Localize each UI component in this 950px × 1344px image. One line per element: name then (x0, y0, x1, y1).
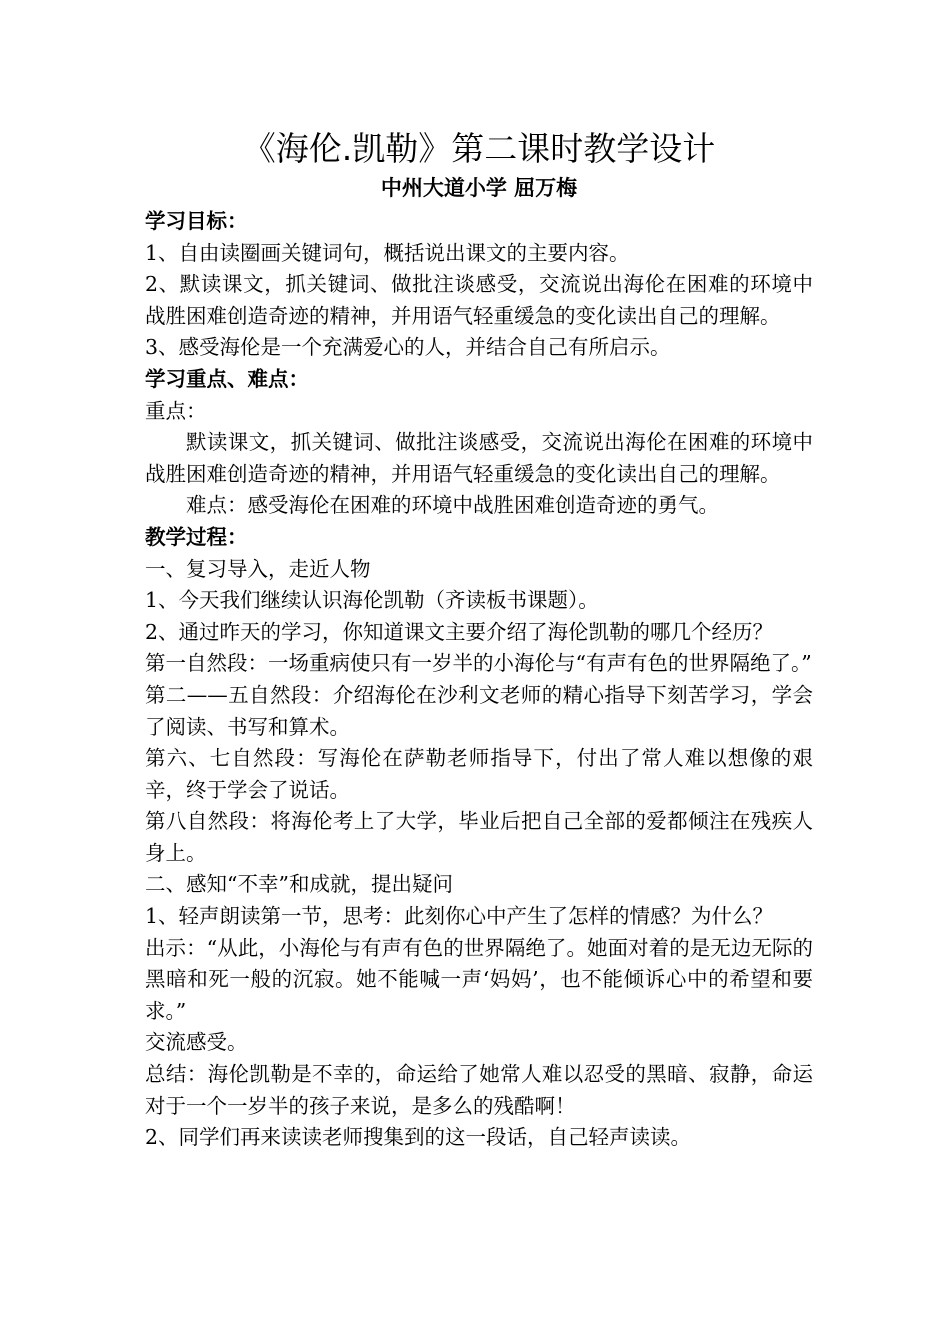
author-line: 中州大道小学 屈万梅 (380, 176, 578, 200)
process-item: 2、同学们再来读读老师搜集到的这一段话，自己轻声读读。 (145, 1125, 692, 1150)
objective-1: 1、自由读圈画关键词句，概括说出课文的主要内容。 (145, 240, 630, 265)
key-point-label: 重点： (145, 398, 207, 423)
process-step-1-title: 一、复习导入，走近人物 (145, 556, 371, 581)
objective-2: 2、默读课文，抓关键词、做批注谈感受，交流说出海伦在困难的环境中战胜困难创造奇迹的精神，并用语气轻重缓急的变化读出自己的理解。 (145, 272, 813, 328)
section-heading-objectives: 学习目标： (145, 209, 248, 233)
difficult-point-text: 难点：感受海伦在困难的环境中战胜困难创造奇迹的勇气。 (186, 493, 719, 518)
paragraph-summary: 第六、七自然段：写海伦在萨勒老师指导下，付出了常人难以想像的艰辛，终于学会了说话。 (145, 746, 813, 802)
paragraph-summary: 第二——五自然段：介绍海伦在沙利文老师的精心指导下刻苦学习，学会了阅读、书写和算术。 (145, 682, 813, 739)
document-title: 《海伦.凯勒》第二课时教学设计 (242, 129, 716, 168)
section-heading-key-points: 学习重点、难点： (145, 366, 309, 391)
section-heading-process: 教学过程： (145, 524, 248, 549)
document-page (145, 126, 813, 1154)
process-item: 1、今天我们继续认识海伦凯勒（齐读板书课题）。 (145, 588, 599, 613)
key-point-text: 默读课文，抓关键词、做批注谈感受，交流说出海伦在困难的环境中战胜困难创造奇迹的精神，并用语气轻重缓急的变化读出自己的理解。 (145, 430, 813, 486)
objective-3: 3、感受海伦是一个充满爱心的人，并结合自己有所启示。 (145, 335, 671, 360)
quoted-passage: 出示：“从此，小海伦与有声有色的世界隔绝了。她面对着的是无边无际的黑暗和死一般的沉寂。她不能喊一声‘妈妈’，也不能倾诉心中的希望和要求。” (145, 935, 813, 1023)
summary-text: 总结：海伦凯勒是不幸的，命运给了她常人难以忍受的黑暗、寂静，命运对于一个一岁半的孩子来说，是多么的残酷啊！ (145, 1062, 813, 1118)
paragraph-summary: 第一自然段：一场重病使只有一岁半的小海伦与“有声有色的世界隔绝了。” (145, 651, 812, 676)
process-item: 交流感受。 (145, 1030, 248, 1055)
process-step-2-title: 二、感知“不幸”和成就，提出疑问 (145, 872, 453, 897)
process-item: 1、轻声朗读第一节，思考：此刻你心中产生了怎样的情感？为什么？ (145, 904, 774, 929)
paragraph-summary: 第八自然段：将海伦考上了大学，毕业后把自己全部的爱都倾注在残疾人身上。 (145, 809, 813, 865)
process-item: 2、通过昨天的学习，你知道课文主要介绍了海伦凯勒的哪几个经历？ (145, 619, 774, 644)
